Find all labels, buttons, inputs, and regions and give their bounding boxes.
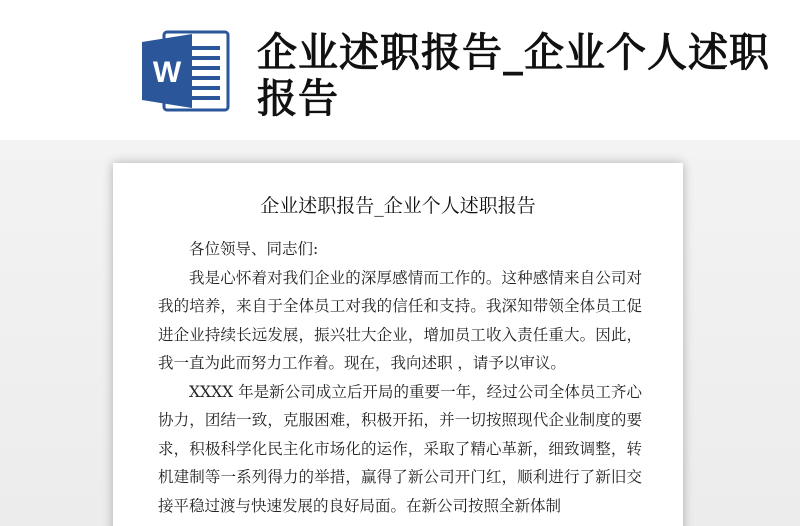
document-title: 企业述职报告_企业个人述职报告: [260, 195, 536, 217]
page-title: 企业述职报告_企业个人述职报告: [257, 30, 770, 122]
paragraph: 我是心怀着对我们企业的深厚感情而工作的。这种感情来自公司对我的培养，来自于全体员工对我的信任和支持。我深知带领全体员工促进企业持续长远发展，振兴壮大企业，增加员工收入责任重大。因此，我一直为此而努力工作着。现在，我向述职 ，请予以审议。: [158, 268, 642, 372]
salutation: 各位领导、同志们:: [189, 240, 319, 258]
document-body: [158, 235, 642, 520]
document-preview: [113, 163, 683, 526]
word-icon-letter: W: [152, 56, 182, 89]
paragraph: XXXX 年是新公司成立后开局的重要一年，经过公司全体员工齐心协力，团结一致，克服困难，积极开拓，并一切按照现代企业制度的要求，积极科学化民主化市场化的运作，采取了精心革新，细致调整，转机建制等一系列得力的举措，赢得了新公司开门红，顺利进行了新旧交接平稳过渡与快速发展的良好局面。在新公司按照全新体制: [158, 382, 642, 515]
word-document-icon: [140, 30, 232, 112]
